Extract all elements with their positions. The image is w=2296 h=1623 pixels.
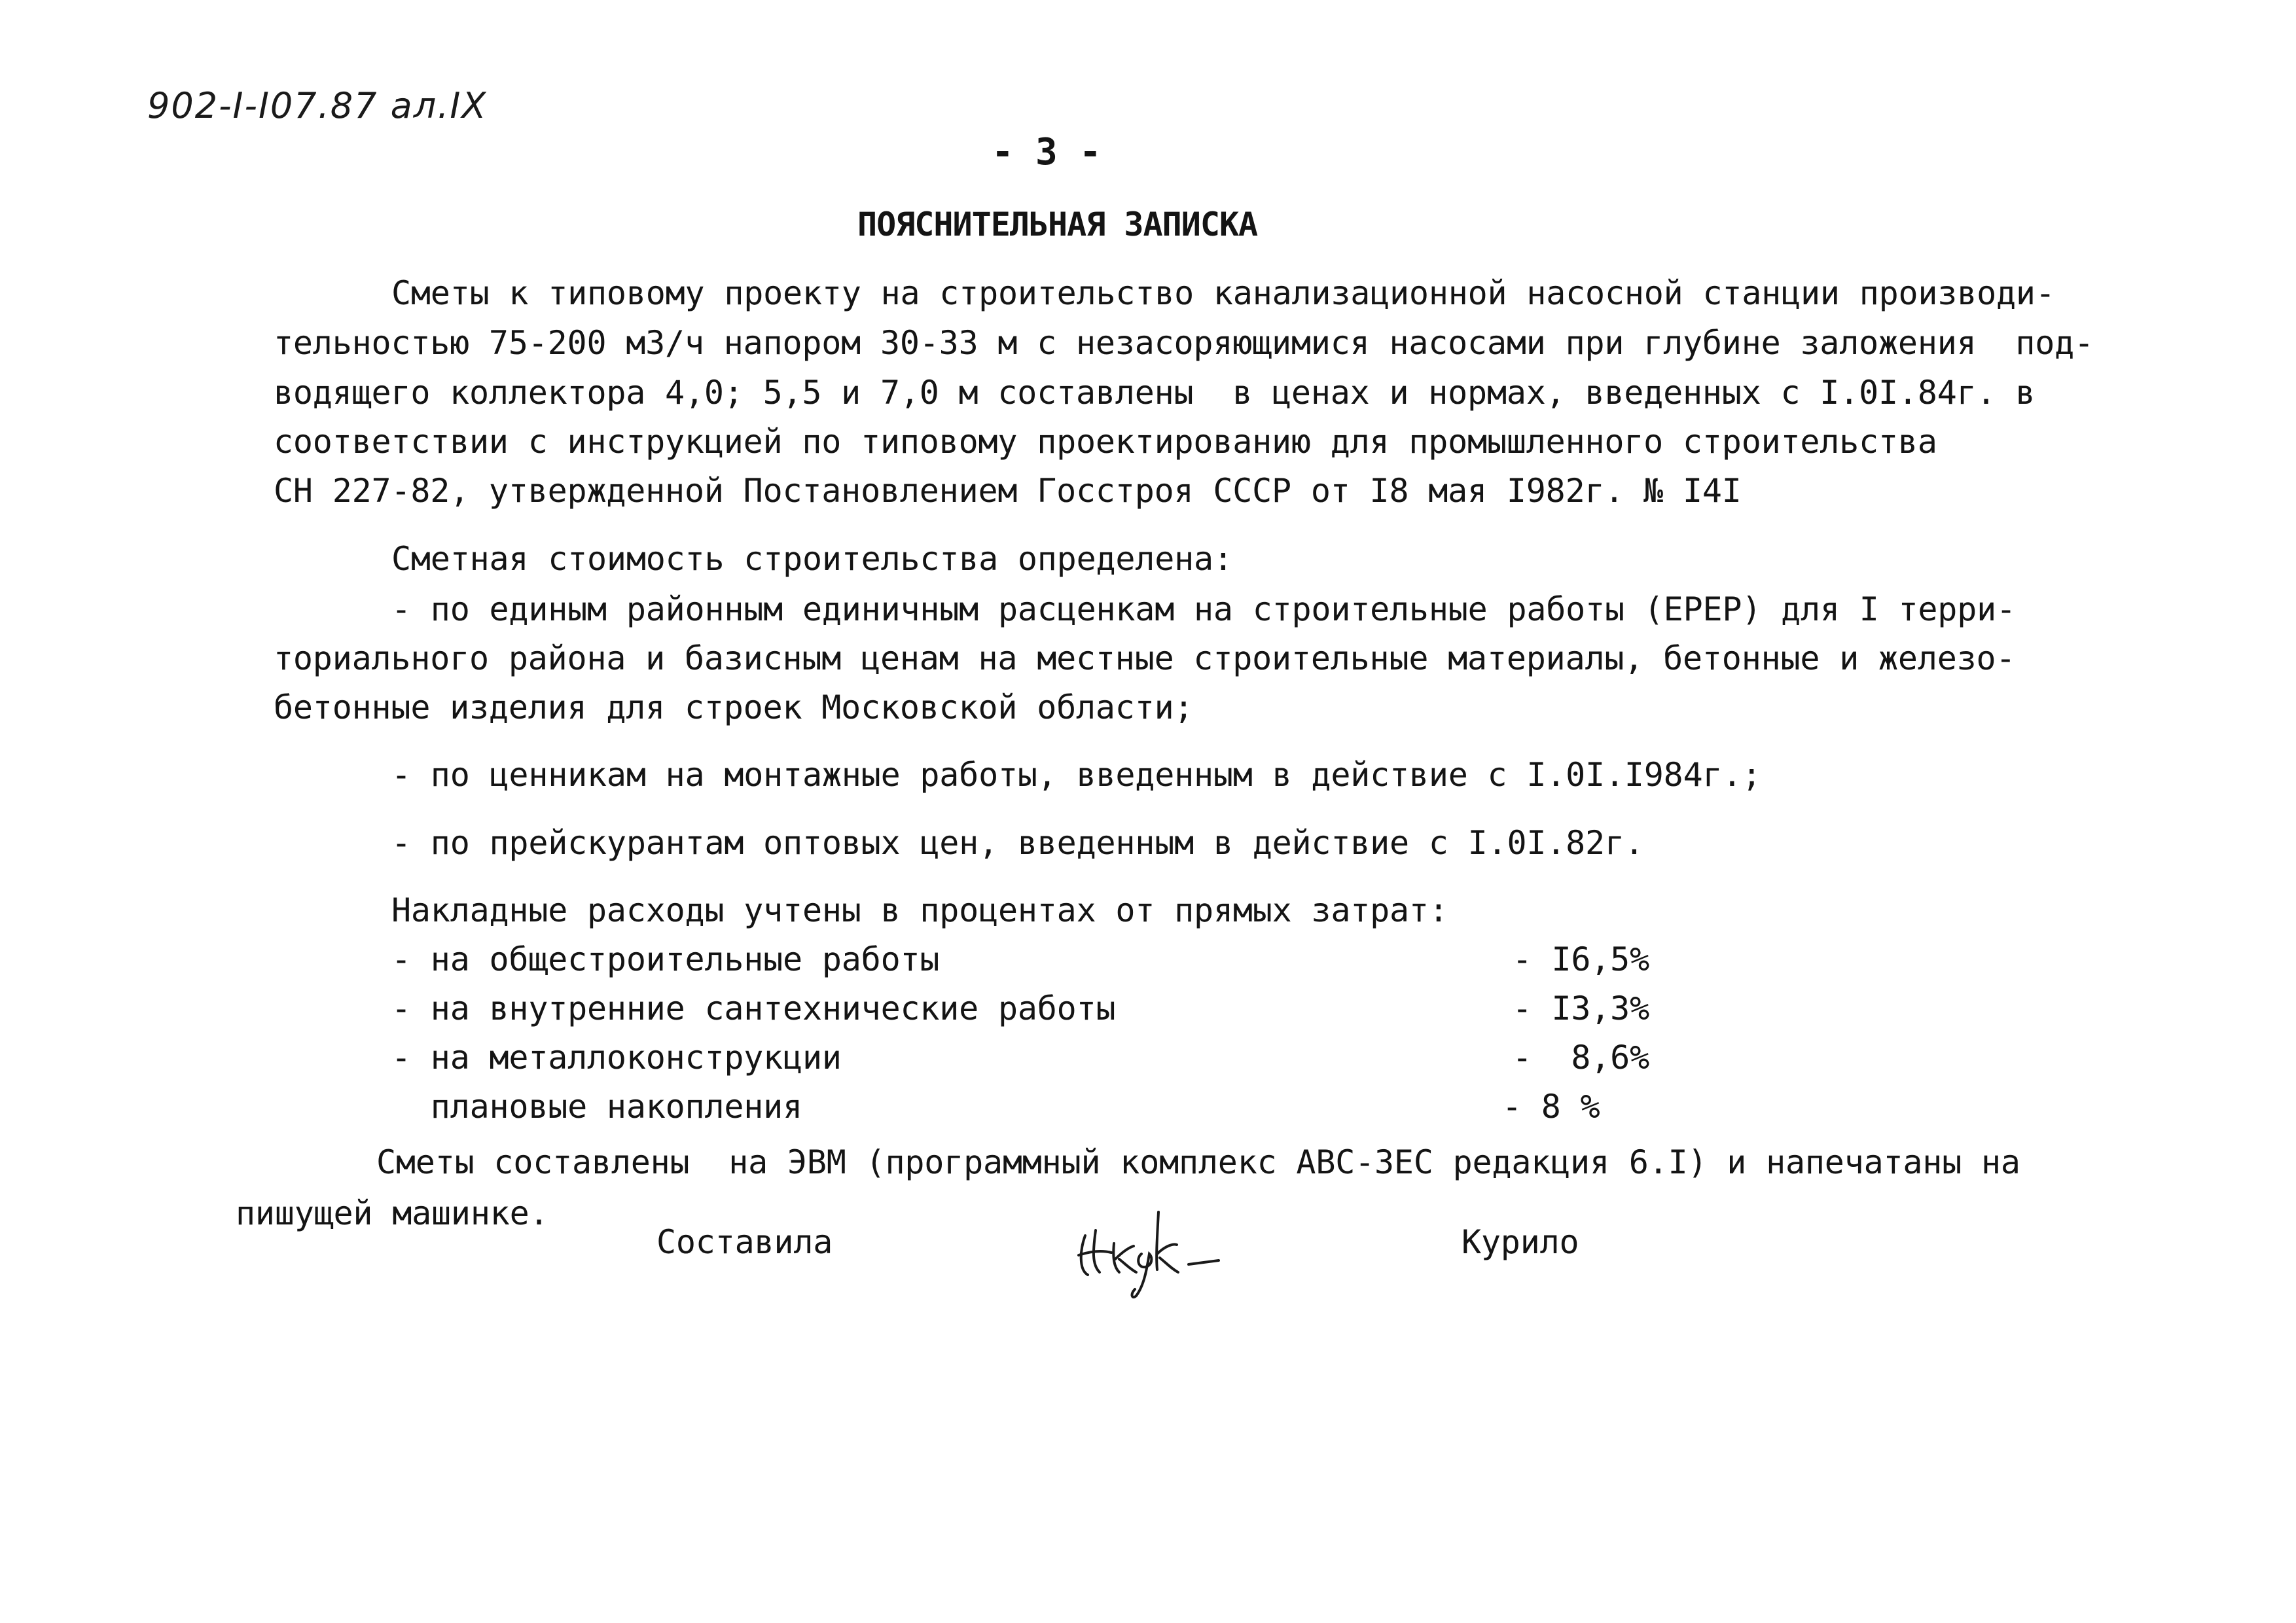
intro-line-4: соответствии с инструкцией по типовому проектированию для промышленного строительства — [274, 423, 1937, 461]
overhead-rate-label: - на металлоконструкции — [391, 1039, 842, 1077]
intro-line-1: Сметы к типовому проекту на строительство канализационной насосной станции производи- — [391, 274, 2055, 312]
cost-item-1-line-1: - по единым районным единичным расценкам на строительные работы (ЕРЕР) для I терри- — [391, 590, 2016, 628]
closing-line-2: пишущей машинке. — [236, 1194, 549, 1232]
document-title: ПОЯСНИТЕЛЬНАЯ ЗАПИСКА — [857, 205, 1258, 243]
overhead-heading: Накладные расходы учтены в процентах от прямых затрат: — [391, 891, 1448, 929]
overhead-rate-label: плановые накопления — [391, 1088, 802, 1126]
overhead-rate-value: - 8,6% — [1512, 1039, 1649, 1077]
document-stamp: 902-I-I07.87 ал.IX — [147, 85, 488, 126]
compiled-label: Составила — [656, 1223, 833, 1261]
overhead-rate-label: - на общестроительные работы — [391, 940, 940, 978]
intro-line-5: СН 227-82, утвержденной Постановлением Госстроя СССР от I8 мая I982г. № I4I — [274, 472, 1742, 510]
signature — [1073, 1204, 1224, 1302]
compiler-name: Курило — [1462, 1223, 1579, 1261]
page-number: - 3 - — [992, 131, 1102, 173]
overhead-rate-value: - I6,5% — [1512, 940, 1649, 978]
cost-heading: Сметная стоимость строительства определена: — [391, 540, 1233, 578]
cost-item-2: - по ценникам на монтажные работы, введенным в действие с I.0I.I984г.; — [391, 756, 1762, 794]
cost-item-1-line-2: ториального района и базисным ценам на местные строительные материалы, бетонные и железо- — [274, 639, 2016, 677]
overhead-rate-value: - 8 % — [1502, 1088, 1600, 1126]
closing-line-1: Сметы составлены на ЭВМ (программный комплекс АВС-ЗЕС редакция 6.I) и напечатаны на — [376, 1143, 2020, 1181]
intro-line-2: тельностью 75-200 м3/ч напором 30-33 м с незасоряющимися насосами при глубине заложения под- — [274, 324, 2094, 362]
cost-item-3: - по прейскурантам оптовых цен, введенным в действие с I.0I.82г. — [391, 824, 1644, 862]
cost-item-1-line-3: бетонные изделия для строек Московской области; — [274, 688, 1194, 726]
overhead-rate-value: - I3,3% — [1512, 990, 1649, 1027]
intro-line-3: водящего коллектора 4,0; 5,5 и 7,0 м составлены в ценах и нормах, введенных с I.0I.84г. в — [274, 374, 2036, 412]
overhead-rate-label: - на внутренние сантехнические работы — [391, 990, 1116, 1027]
